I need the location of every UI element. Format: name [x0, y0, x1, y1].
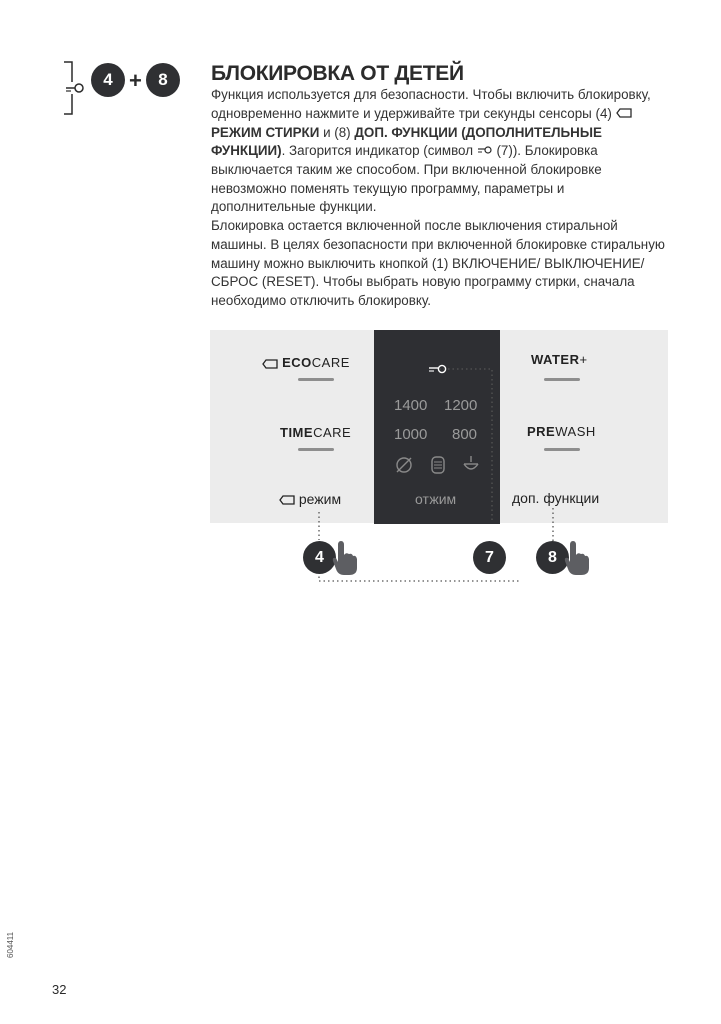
- body-text-p1-b: и (8): [319, 124, 355, 140]
- callout-7-badge: 7: [473, 541, 506, 574]
- step-4-badge: 4: [91, 63, 125, 97]
- callout-4-badge: 4: [303, 541, 336, 574]
- body-text-p1-d: (7)). Блокировка выключается таким же способом. При включенной блокировке невозможно поменять текущую программу, параметры и дополнительные функции.: [211, 143, 602, 215]
- options-connector-line: [552, 495, 554, 543]
- prewash-button[interactable]: [527, 424, 596, 439]
- child-lock-bracket-icon: [62, 60, 92, 116]
- ecocare-icon: [262, 355, 278, 370]
- prewash-rest: WASH: [555, 424, 596, 439]
- step-8-badge: 8: [146, 63, 180, 97]
- timecare-rest: CARE: [313, 425, 352, 440]
- section-title: БЛОКИРОВКА ОТ ДЕТЕЙ: [211, 62, 464, 85]
- water-plus-indicator-bar: [544, 378, 580, 381]
- body-text-p1-c: . Загорится индикатор (символ: [281, 143, 477, 159]
- speed-1000: 1000: [394, 426, 428, 443]
- spin-label: отжим: [415, 491, 457, 507]
- ecocare-bold: ECO: [282, 355, 312, 370]
- timecare-bold: TIME: [280, 425, 314, 440]
- document-code: 604411: [6, 931, 15, 958]
- water-plus: +: [579, 352, 588, 367]
- water-bold: WATER: [531, 352, 580, 367]
- mode-label: режим: [298, 491, 342, 507]
- body-text-p1-a: Функция используется для безопасности. Чтобы включить блокировку, одновременно нажмите и удерживайте три секунды сенсоры (4): [211, 87, 651, 121]
- body-text-p2: Блокировка остается включенной после выключения стиральной машины. В целях безопасности при включенной блокировке стиральную машину можно выключить кнопкой (1) ВКЛЮЧЕНИЕ/ ВЫКЛЮЧЕНИЕ/СБРОС (RESET). Чтобы выбрать новую программу стирки, сначала необходимо отключить блокировку.: [211, 218, 665, 308]
- speed-1200: 1200: [444, 397, 478, 414]
- body-text-options-bold: ДОП. ФУНКЦИИ (ДОПОЛНИТЕЛЬНЫЕ ФУНКЦИИ): [211, 124, 602, 159]
- callout-8-badge: 8: [536, 541, 569, 574]
- speed-1400: 1400: [394, 397, 428, 414]
- page-number: 32: [52, 982, 67, 997]
- hand-press-icon: [563, 539, 591, 582]
- prewash-indicator-bar: [544, 448, 580, 451]
- prewash-bold: PRE: [527, 424, 556, 439]
- mode-icon: [279, 491, 295, 507]
- mode-button-icon: [616, 105, 632, 124]
- options-button[interactable]: доп. функции: [512, 490, 600, 506]
- speed-800: 800: [452, 426, 478, 443]
- water-plus-button[interactable]: [531, 352, 588, 367]
- body-text-mode-bold: РЕЖИМ СТИРКИ: [211, 124, 320, 140]
- ecocare-rest: CARE: [311, 355, 350, 370]
- lock-symbol-icon: [477, 142, 493, 161]
- child-lock-step-group: [62, 60, 192, 116]
- section-body: [211, 86, 671, 311]
- hand-press-icon: [331, 539, 359, 582]
- plus-sign: +: [129, 68, 142, 93]
